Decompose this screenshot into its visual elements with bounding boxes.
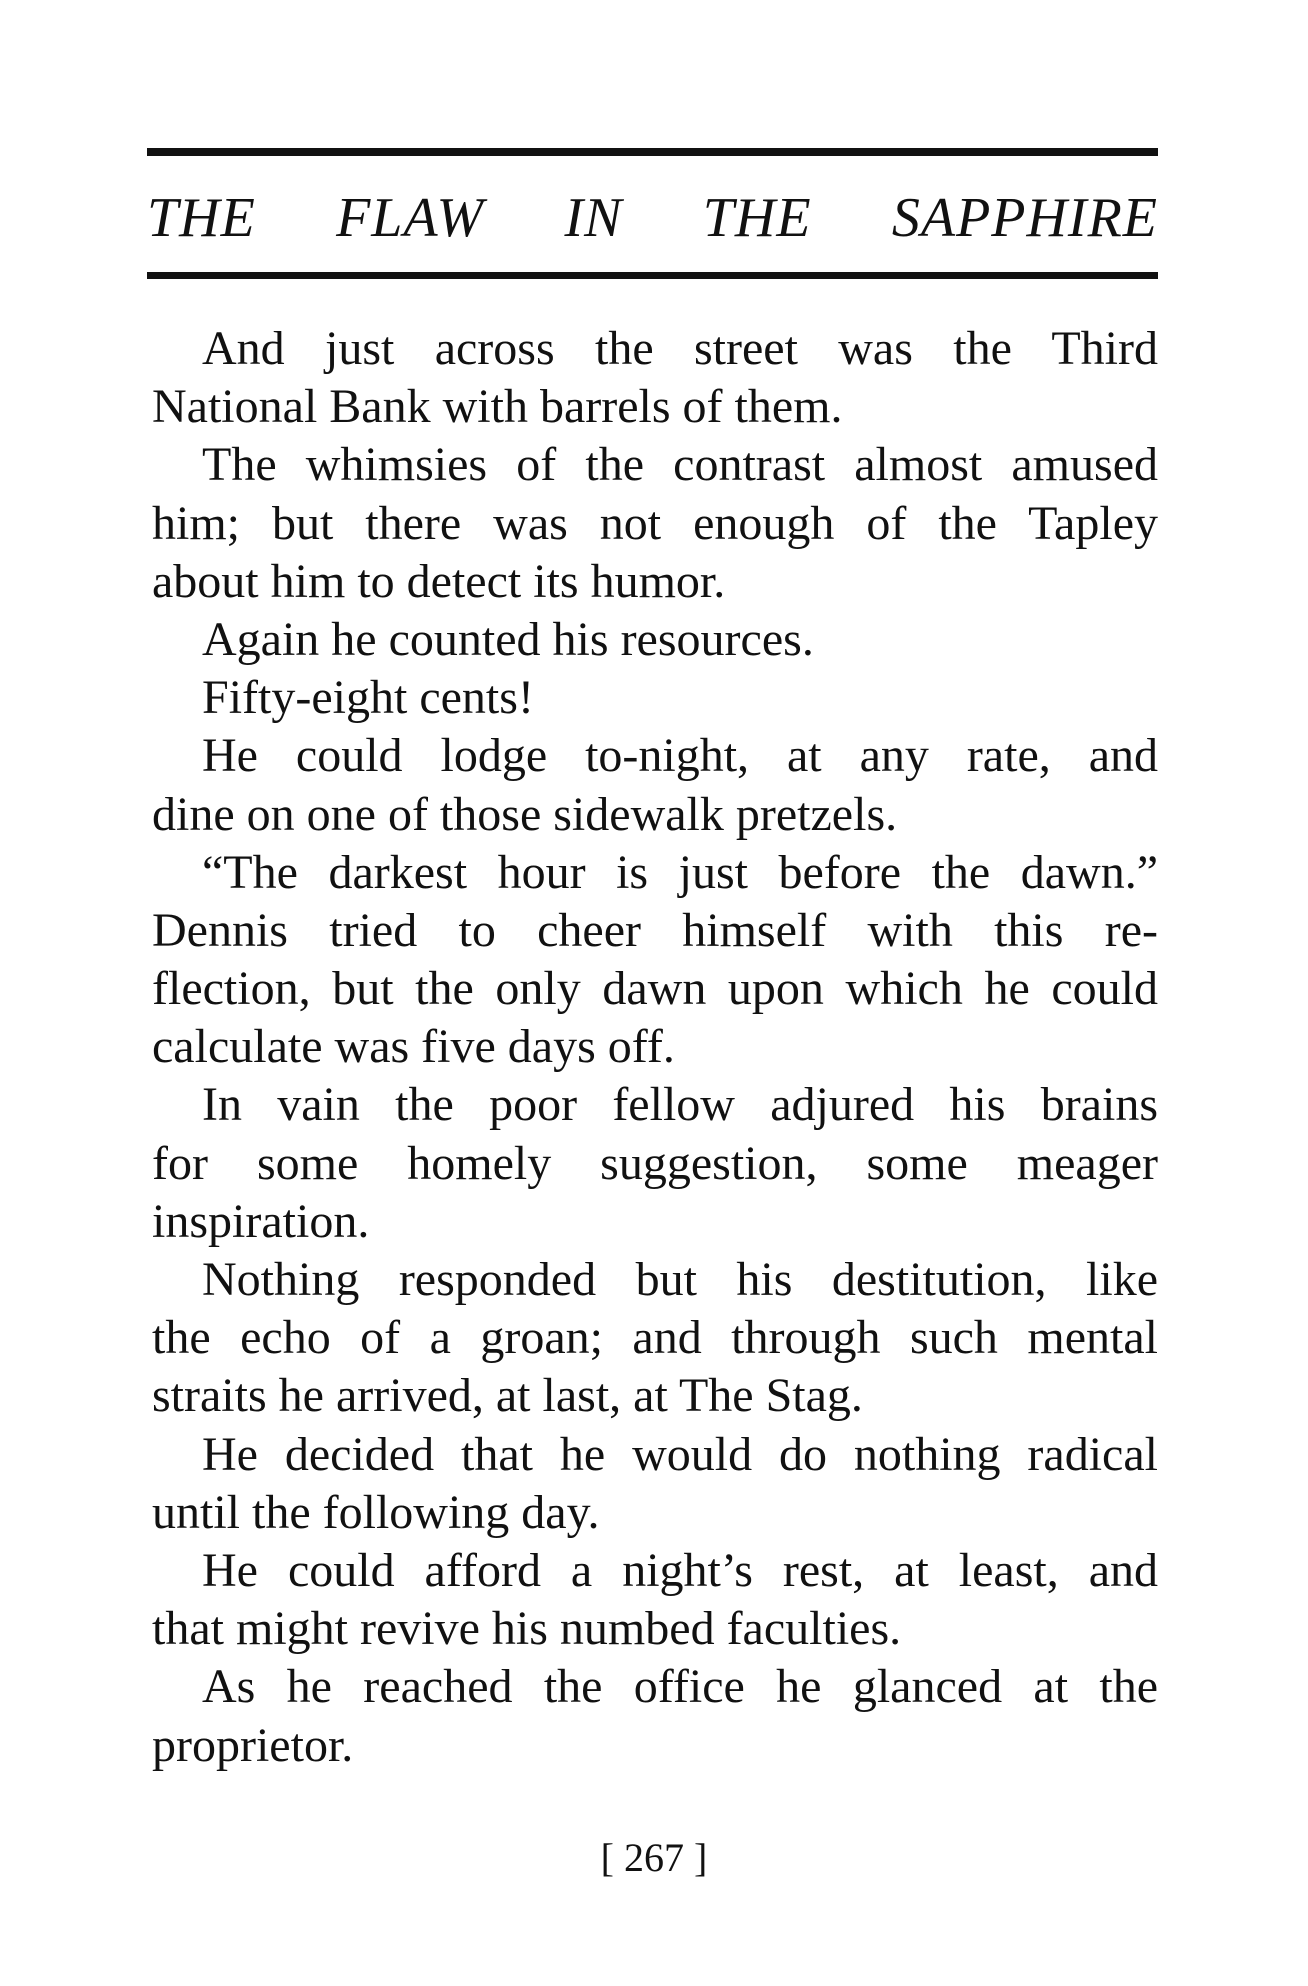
text-line: the echo of a groan; and through such mental xyxy=(152,1311,1158,1365)
text-line: flection, but the only dawn upon which he could xyxy=(152,962,1158,1016)
running-head-word: SAPPHIRE xyxy=(891,187,1158,249)
header-bottom-rule xyxy=(147,272,1158,279)
running-head-word: IN xyxy=(564,187,623,249)
running-head xyxy=(147,178,1158,258)
body-text xyxy=(152,320,1158,1775)
text-line: Fifty-eight cents! xyxy=(202,671,534,725)
running-head-word: THE xyxy=(702,187,812,249)
text-line: In vain the poor fellow adjured his brains xyxy=(202,1078,1158,1132)
running-head-word: THE xyxy=(147,187,256,249)
text-line: until the following day. xyxy=(152,1485,600,1539)
text-line: The whimsies of the contrast almost amused xyxy=(202,438,1158,492)
text-line: And just across the street was the Third xyxy=(202,322,1158,375)
running-head-word: FLAW xyxy=(336,187,485,249)
header-top-rule xyxy=(147,148,1158,156)
text-line: He decided that he would do nothing radical xyxy=(202,1427,1158,1481)
text-line: Dennis tried to cheer himself with this re- xyxy=(152,903,1158,957)
text-line: about him to detect its humor. xyxy=(152,554,726,608)
text-line: He could lodge to-night, at any rate, and xyxy=(202,729,1158,783)
text-line: Again he counted his resources. xyxy=(202,612,814,666)
text-line: Nothing responded but his destitution, like xyxy=(202,1253,1158,1306)
text-line: straits he arrived, at last, at The Stag. xyxy=(152,1369,863,1423)
text-line: for some homely suggestion, some meager xyxy=(152,1136,1158,1190)
text-line: “The darkest hour is just before the dawn.” xyxy=(202,845,1158,899)
text-line: him; but there was not enough of the Tapley xyxy=(152,496,1158,550)
text-line: As he reached the office he glanced at the xyxy=(202,1660,1158,1714)
text-line: dine on one of those sidewalk pretzels. xyxy=(152,787,898,841)
page-number: [ 267 ] xyxy=(600,1835,708,1880)
text-line: inspiration. xyxy=(152,1194,370,1248)
text-line: calculate was five days off. xyxy=(152,1020,675,1074)
text-line: proprietor. xyxy=(152,1718,354,1772)
text-line: National Bank with barrels of them. xyxy=(152,380,843,434)
text-line: He could afford a night’s rest, at least, and xyxy=(202,1543,1158,1597)
text-line: that might revive his numbed faculties. xyxy=(152,1602,902,1656)
